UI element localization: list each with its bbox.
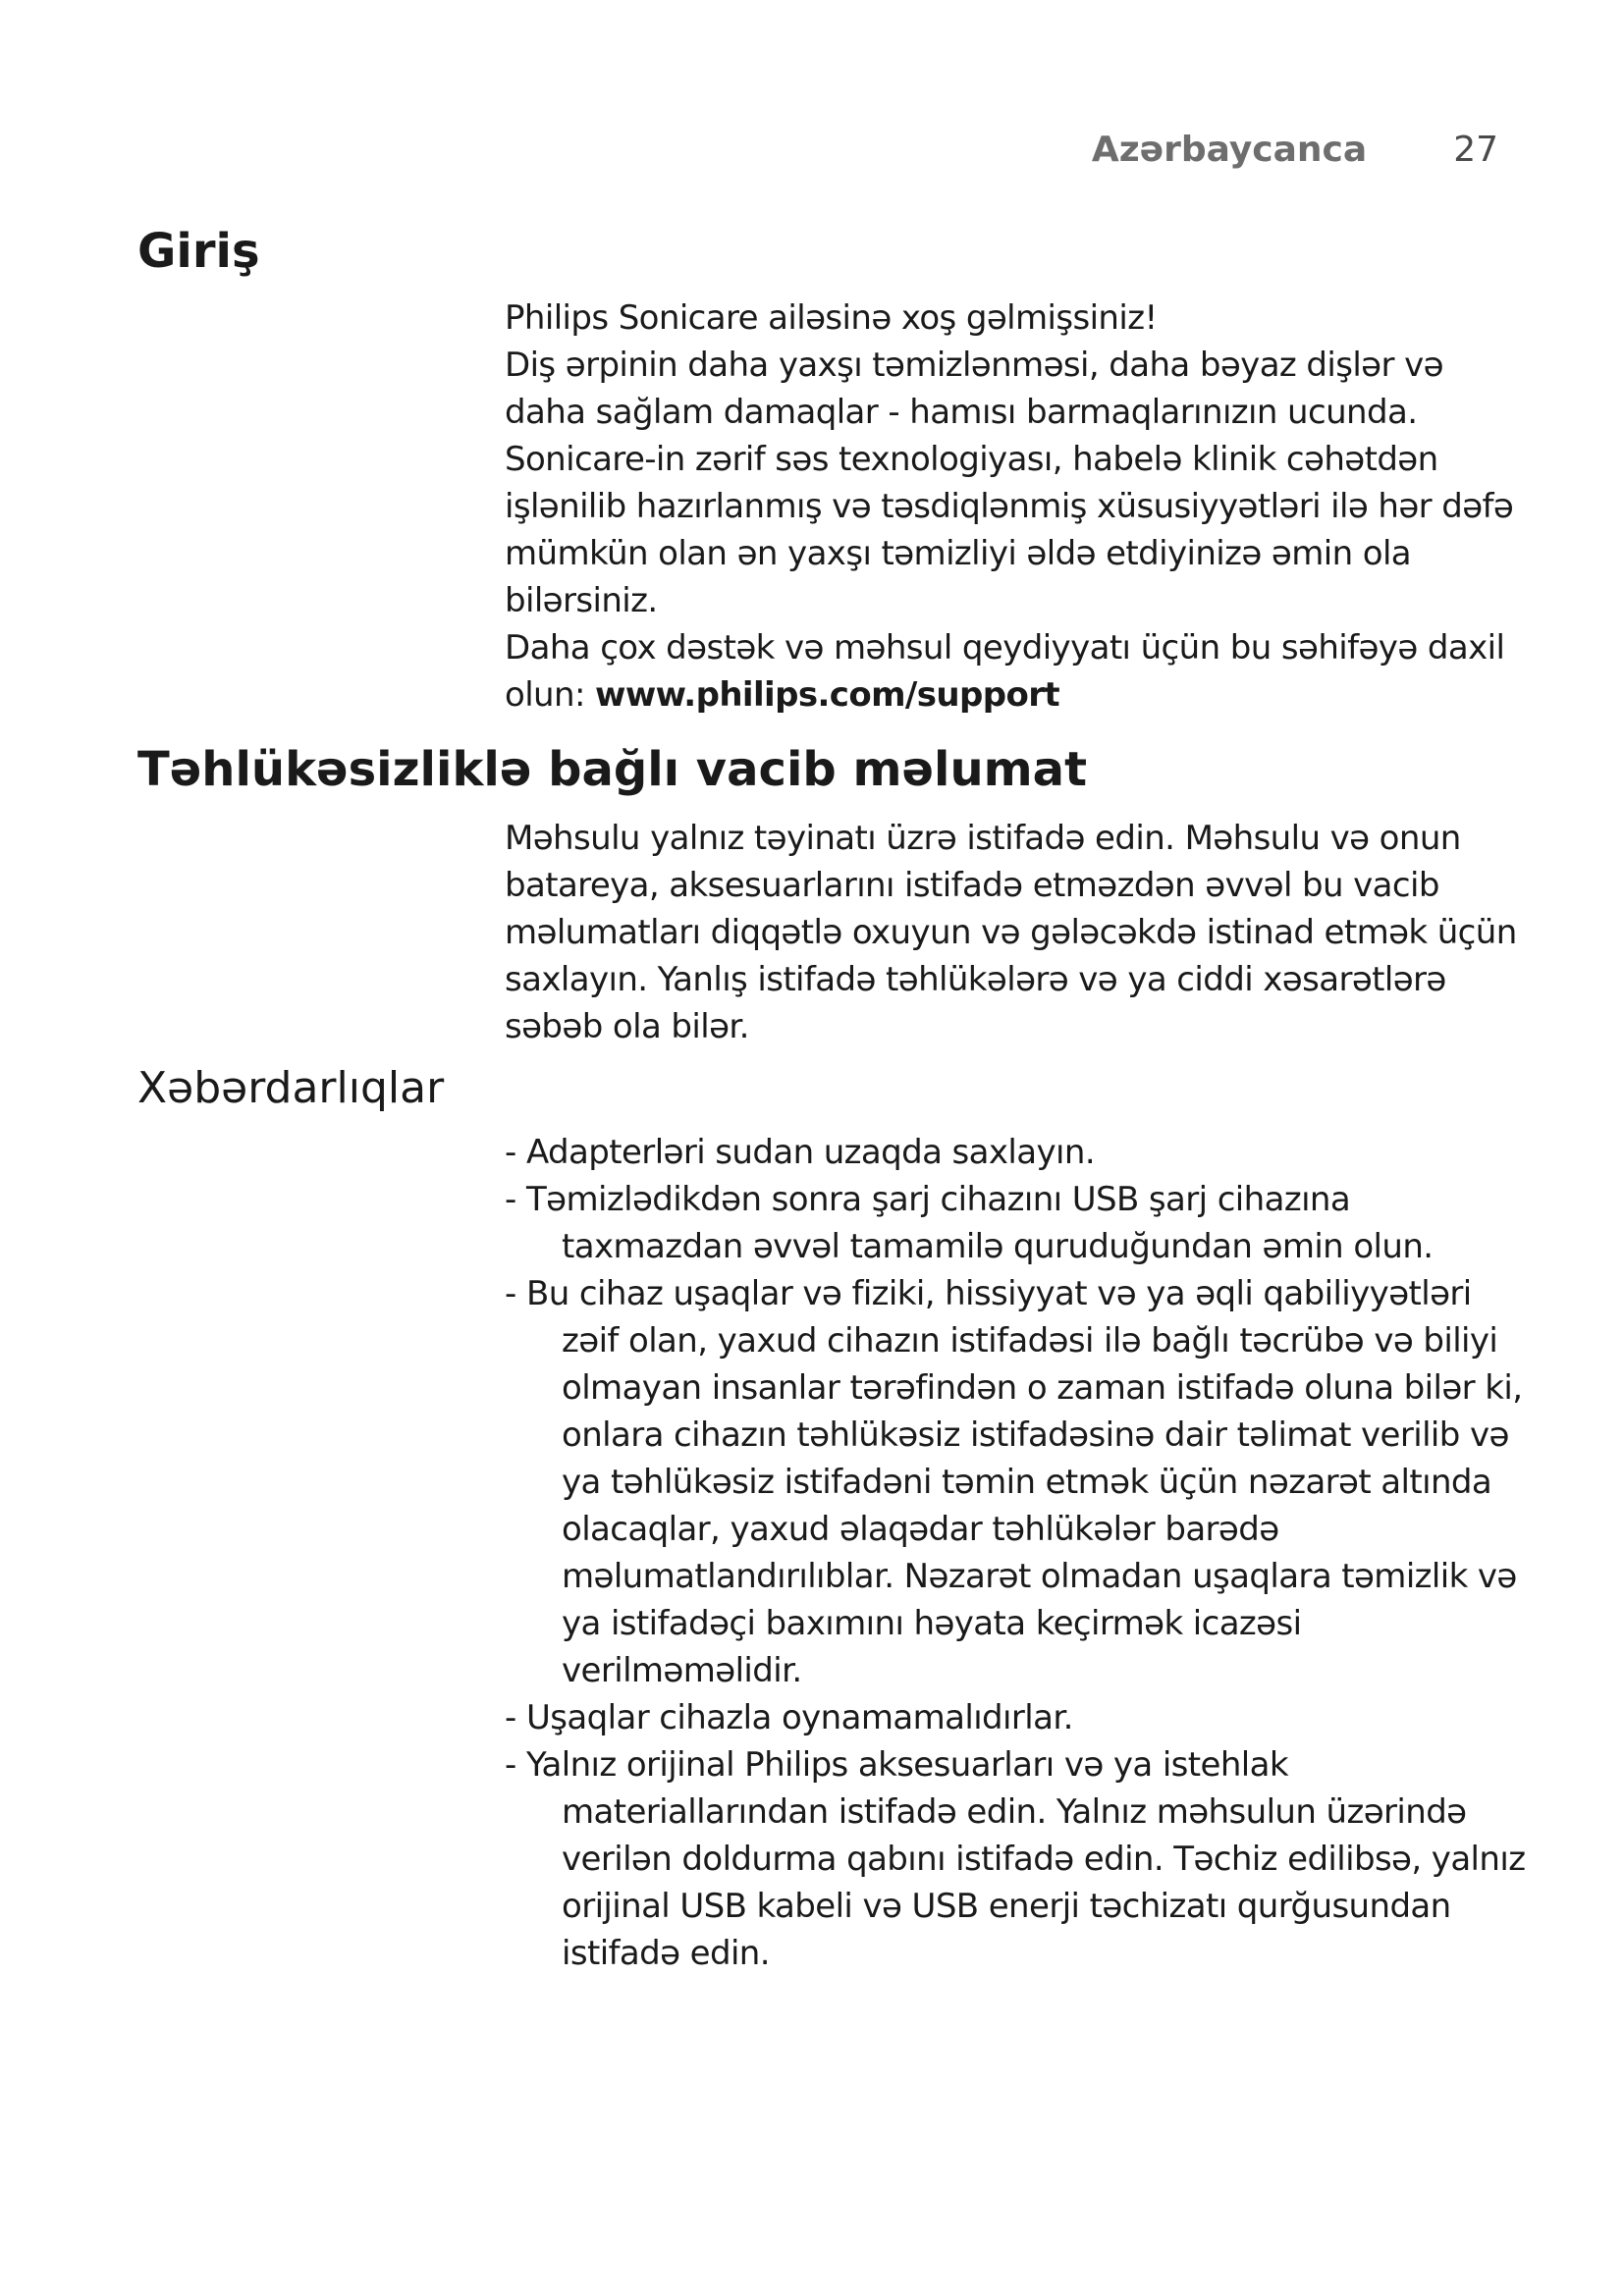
section-language-label: Azərbaycanca	[1091, 130, 1368, 170]
warnings-heading: Xəbərdarlıqlar	[137, 1063, 445, 1113]
warnings-block	[505, 1129, 1526, 1977]
warning-text: Yalnız orijinal Philips aksesuarları və ya istehlak materiallarından istifadə edin. Yalnız məhsulun üzərində verilən doldurma qabını istifadə edin. Təchiz edilibsə, yalnız orijinal USB kabeli və USB enerji təchizatı qurğusundan istifadə edin.	[526, 1745, 1526, 1973]
list-item	[505, 1694, 1526, 1741]
bullet-dash: -	[505, 1698, 516, 1737]
bullet-dash: -	[505, 1745, 516, 1785]
page-number: 27	[1453, 130, 1498, 170]
bullet-dash: -	[505, 1133, 516, 1172]
intro-welcome: Philips Sonicare ailəsinə xoş gəlmişsiniz!	[505, 298, 1158, 338]
intro-block	[505, 294, 1526, 719]
list-item	[505, 1270, 1526, 1694]
warning-text: Uşaqlar cihazla oynamamalıdırlar.	[526, 1698, 1073, 1737]
list-item	[505, 1129, 1526, 1176]
warning-text: Təmizlədikdən sonra şarj cihazını USB şarj cihazına taxmazdan əvvəl tamamilə quruduğundan əmin olun.	[526, 1180, 1434, 1266]
support-link[interactable]: www.philips.com/support	[595, 675, 1060, 715]
list-item	[505, 1176, 1526, 1270]
intro-heading: Giriş	[137, 224, 260, 279]
intro-paragraph: Diş ərpinin daha yaxşı təmizlənməsi, daha bəyaz dişlər və daha sağlam damaqlar - hamısı barmaqlarınızın ucunda. Sonicare-in zərif səs texnologiyası, habelə klinik cəhətdən işlənilib hazırlanmış və təsdiqlənmiş xüsusiyyətləri ilə hər dəfə mümkün olan ən yaxşı təmizliyi əldə etdiyinizə əmin ola bilərsiniz.	[505, 346, 1514, 620]
intro-support	[505, 624, 1526, 719]
running-header	[1092, 130, 1498, 170]
warning-text: Adapterləri sudan uzaqda saxlayın.	[526, 1133, 1096, 1172]
safety-heading: Təhlükəsizliklə bağlı vacib məlumat	[137, 742, 1088, 797]
list-item	[505, 1741, 1526, 1977]
support-text: Daha çox dəstək və məhsul qeydiyyatı üçün bu səhifəyə daxil olun:	[505, 628, 1505, 715]
bullet-dash: -	[505, 1180, 516, 1219]
safety-paragraph: Məhsulu yalnız təyinatı üzrə istifadə edin. Məhsulu və onun batareya, aksesuarlarını istifadə etməzdən əvvəl bu vacib məlumatları diqqətlə oxuyun və gələcəkdə istinad etmək üçün saxlayın. Yanlış istifadə təhlükələrə və ya ciddi xəsarətlərə səbəb ola bilər.	[505, 819, 1517, 1046]
bullet-dash: -	[505, 1274, 516, 1313]
warning-text: Bu cihaz uşaqlar və fiziki, hissiyyat və ya əqli qabiliyyətləri zəif olan, yaxud cihazın istifadəsi ilə bağlı təcrübə və biliyi olmayan insanlar tərəfindən o zaman istifadə oluna bilər ki, onlara cihazın təhlükəsiz istifadəsinə dair təlimat verilib və ya təhlükəsiz istifadəni təmin etmək üçün nəzarət altında olacaqlar, yaxud əlaqədar təhlükələr barədə məlumatlandırılıblar. Nəzarət olmadan uşaqlara təmizlik və ya istifadəçi baxımını həyata keçirmək icazəsi verilməməlidir.	[526, 1274, 1523, 1690]
safety-block	[505, 815, 1526, 1050]
warnings-list	[505, 1129, 1526, 1977]
